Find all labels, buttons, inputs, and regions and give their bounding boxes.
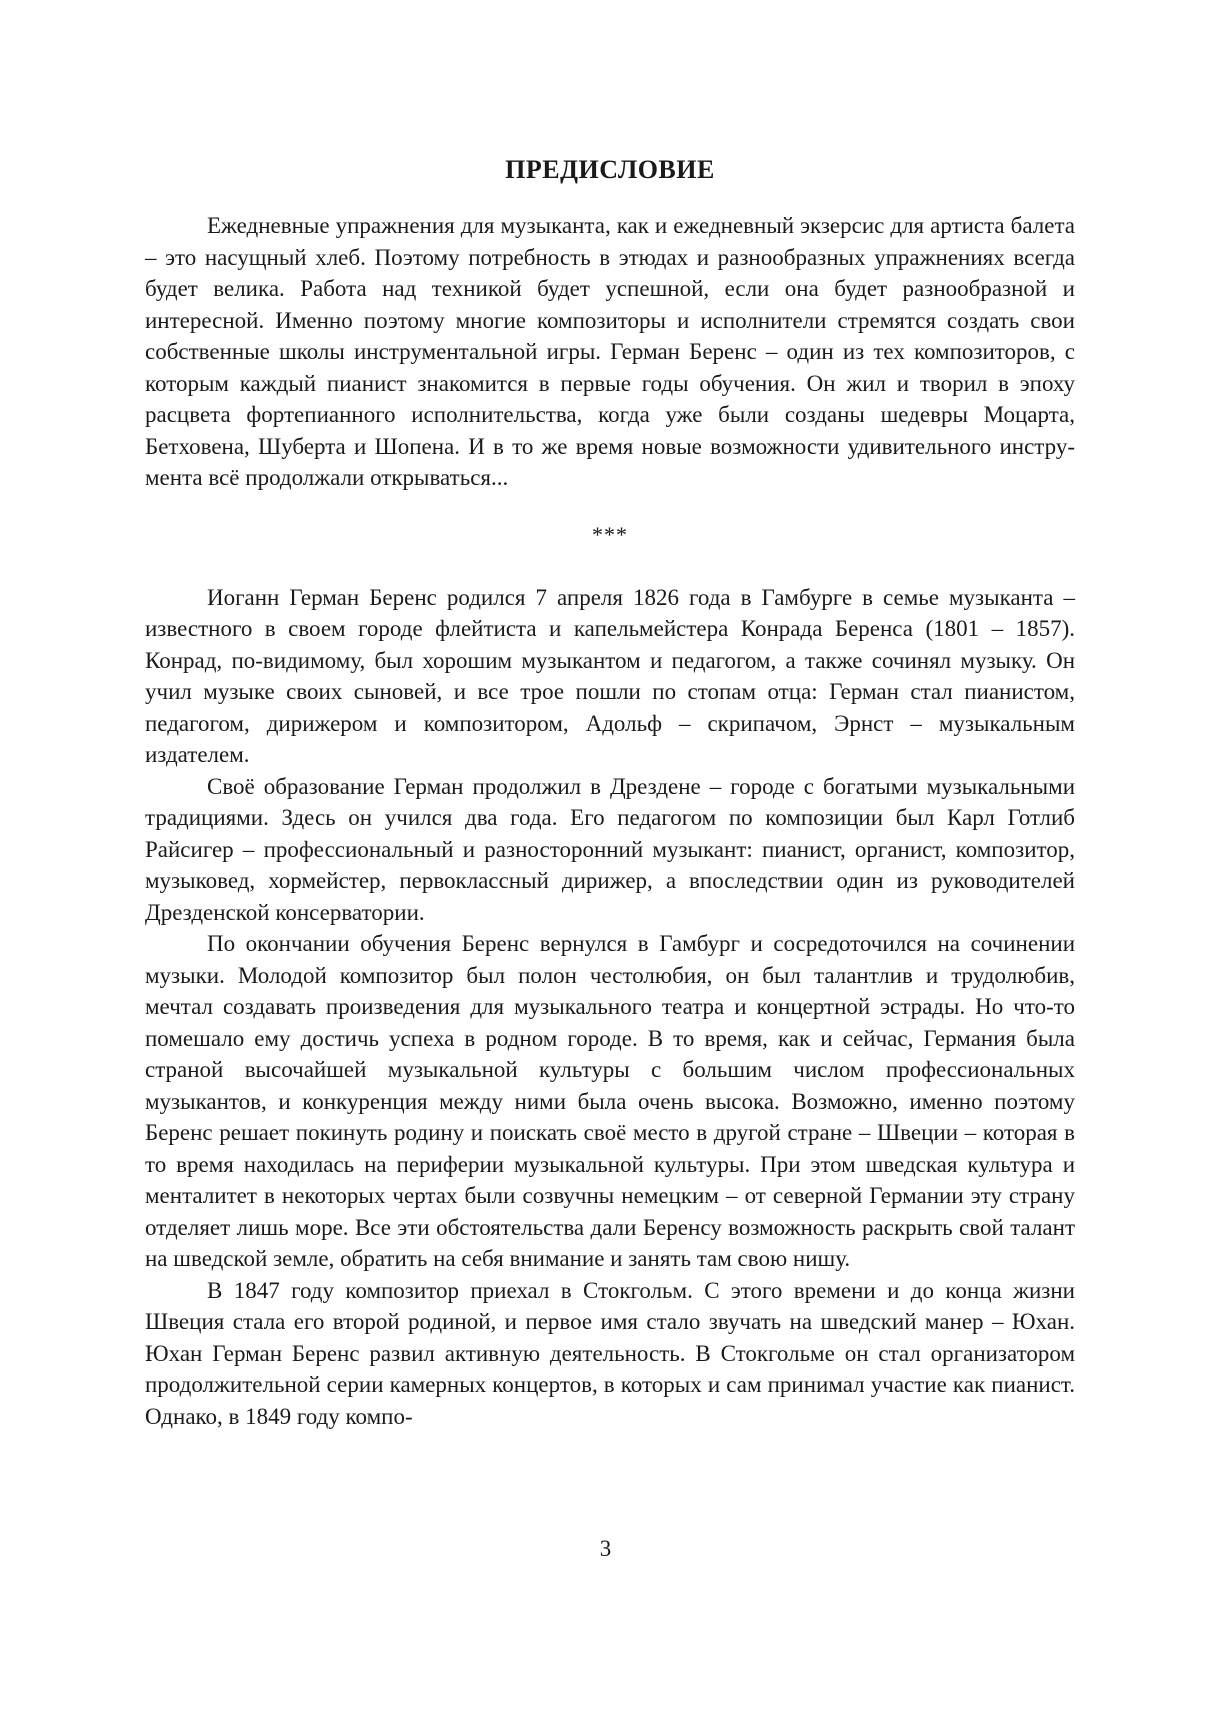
- page-number: 3: [599, 1536, 612, 1561]
- body-paragraph-2: Своё образование Герман продолжил в Дрездене – городе с богатыми музыкальными традициями. Здесь он учился два года. Его педагогом по композиции был Карл Готлиб Райсигер – профессиональный и разносторонний музыкант: пианист, органист, композитор, музыковед, хормейстер, первоклассный дирижер, а впоследствии один из руководителей Дрезденской консерватории.: [145, 773, 1075, 925]
- body-paragraph-1: Иоганн Герман Беренс родился 7 апреля 1826 года в Гамбурге в семье музыканта – известного в своем городе флейтиста и капельмейстера Конрада Беренса (1801 – 1857). Конрад, по-видимому, был хорошим музыкантом и педагогом, а также сочинял музыку. Он учил музыке своих сыновей, и все трое пошли по стопам отца: Герман стал пианистом, педагогом, дирижером и композитором, Адольф – скрипачом, Эрнст – музыкальным издателем.: [145, 584, 1075, 767]
- body-paragraph-3: По окончании обучения Беренс вернулся в Гамбург и сосредоточился на сочинении музыки. Молодой композитор был полон честолюбия, он был талантлив и трудолюбив, мечтал создавать произведения для музыкального театра и концертной эстрады. Но что-то помешало ему достичь успеха в родном городе. В то время, как и сейчас, Германия была страной высочайшей музыкальной культуры с большим числом профессиональных музыкантов, и конкуренция между ними была очень высока. Возможно, именно поэтому Беренс решает покинуть родину и поискать своё место в другой стране – Швеции – которая в то время находилась на периферии музыкальной культуры. При этом шведская культура и менталитет в некоторых чертах были созвучны немецким – от северной Германии эту страну отделяет лишь море. Все эти обстоятельства дали Беренсу возможность раскрыть свой талант на шведской земле, обратить на себя внимание и занять там свою нишу.: [145, 931, 1075, 1271]
- body-paragraph-4: В 1847 году композитор приехал в Стокгольм. С этого времени и до конца жизни Швеция стала его второй родиной, и первое имя стало звучать на шведский манер – Юхан. Юхан Герман Беренс развил активную деятельность. В Стокгольме он стал организатором продолжительной серии камерных концертов, в которых и сам принимал участие как пианист. Однако, в 1849 году компо-: [145, 1277, 1075, 1429]
- intro-paragraph: Ежедневные упражнения для музыканта, как и ежедневный экзерсис для артиста балета – это насущный хлеб. Поэтому потребность в этюдах и разнообразных упражнениях всегда будет велика. Работа над техникой будет успешной, если она будет разнообразной и интересной. Именно поэтому многие композиторы и исполнители стремятся создать свои собственные школы инструментальной игры. Герман Беренс – один из тех композиторов, с которым каждый пианист знакомится в первые годы обучения. Он жил и творил в эпоху расцвета фортепианного исполнительства, когда уже были созданы шедевры Моцарта, Бетховена, Шуберта и Шопена. И в то же время новые возможности удивительного инструмента всё продолжали открываться...: [145, 213, 1075, 490]
- page-title: ПРЕДИСЛОВИЕ: [505, 155, 715, 184]
- page-content: [145, 152, 1075, 1432]
- section-separator: ***: [592, 521, 628, 547]
